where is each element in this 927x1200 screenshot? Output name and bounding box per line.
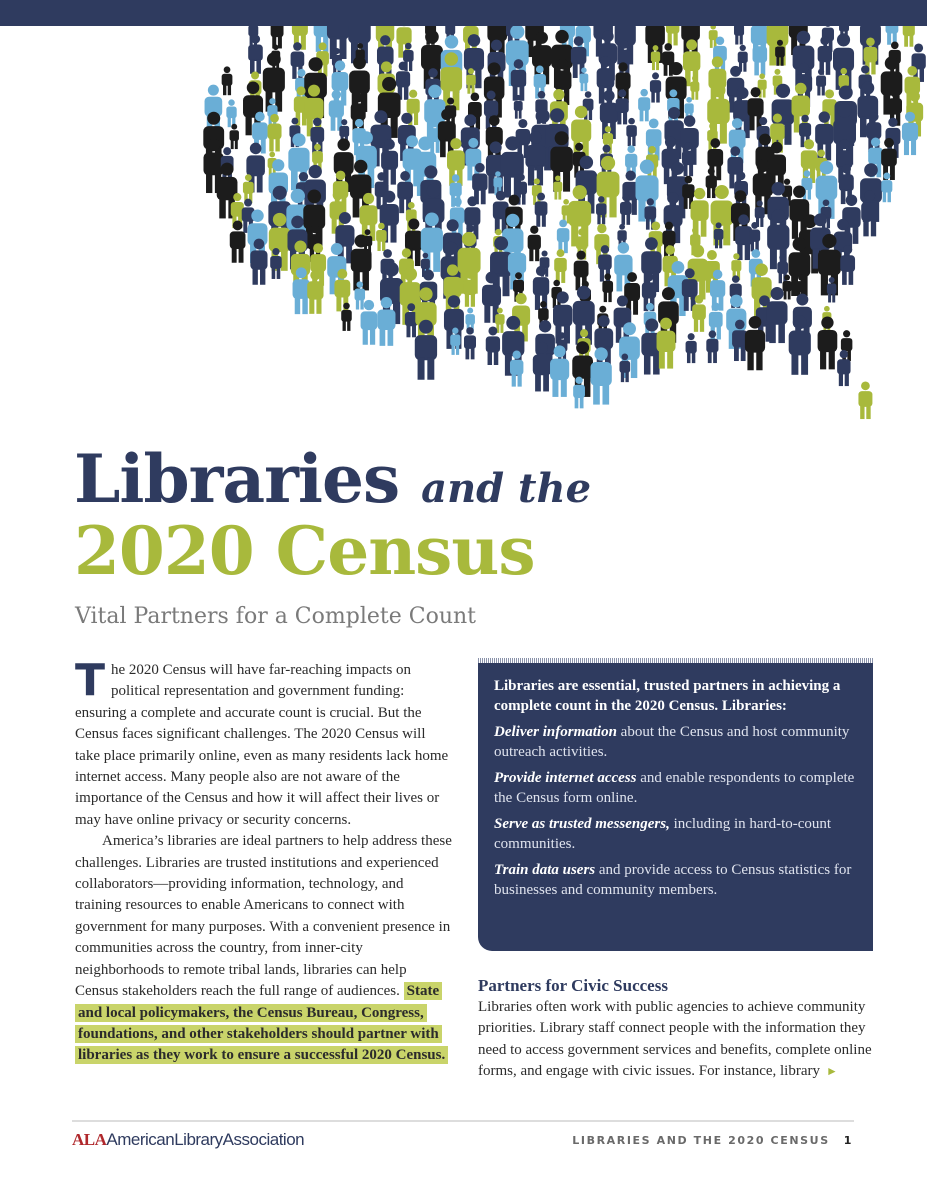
partners-heading: Partners for Civic Success [478, 976, 668, 995]
title-and-the: and the [421, 465, 592, 512]
continue-arrow-icon: ► [826, 1064, 838, 1079]
person-icon [818, 316, 838, 369]
callout-item-text: including in hard-to-count communities. [494, 816, 832, 852]
person-icon [903, 26, 915, 47]
ala-logo-text: AmericanLibraryAssociation [106, 1130, 305, 1149]
callout-item-text: and provide access to Census statistics for businesses and community members. [494, 862, 852, 898]
callout-item-bold: Provide internet access [494, 770, 637, 786]
person-icon [638, 89, 650, 121]
callout-item-bold: Deliver information [494, 724, 617, 740]
person-icon [816, 69, 826, 96]
title-2020-census: 2020 Census [74, 512, 535, 590]
person-icon [205, 85, 223, 132]
callout-item [494, 814, 859, 854]
right-column [478, 662, 873, 1083]
person-icon [571, 106, 591, 160]
footer-divider [72, 1120, 854, 1122]
top-banner [0, 0, 927, 26]
ala-logo-mark: ALA [72, 1130, 107, 1149]
ala-logo [72, 1130, 304, 1150]
person-icon [557, 219, 570, 253]
person-icon [341, 303, 352, 331]
person-icon [734, 172, 748, 209]
person-icon [554, 249, 567, 283]
person-icon [709, 26, 718, 48]
callout-box [478, 662, 873, 951]
body-column [75, 655, 453, 1067]
person-icon [528, 226, 541, 262]
subtitle: Vital Partners for a Complete Count [75, 604, 476, 629]
person-icon [666, 26, 679, 45]
person-icon [729, 118, 746, 163]
callout-item [494, 722, 859, 762]
title-libraries: Libraries [74, 440, 400, 518]
paragraph-2 [75, 831, 453, 1066]
person-icon [626, 118, 637, 146]
person-icon [858, 381, 872, 419]
person-icon [464, 327, 476, 359]
partners-section [478, 975, 873, 1083]
callout-item [494, 768, 859, 808]
person-icon [327, 26, 349, 59]
page-title [74, 440, 592, 522]
people-map-illustration [0, 26, 927, 446]
person-icon [230, 221, 246, 263]
callout-lead: Libraries are essential, trusted partners in achieving a complete count in the 2020 Census. Libraries: [494, 678, 841, 714]
page-number: 1 [843, 1134, 853, 1147]
callout-item-text: and enable respondents to complete the Census form online. [494, 770, 855, 806]
callout-item-bold: Serve as trusted messengers, [494, 816, 670, 832]
person-icon [646, 119, 662, 161]
paragraph-1-text: he 2020 Census will have far-reaching impacts on political representation and government funding: ensuring a complete and accurate count is crucial. But the Census faces significant challenges. The 2020 Census will take place primarily online, even as many residents lack home internet access. Many people also are not aware of the importance of the Census and how it will affect their lives or may have online privacy or security concerns. [75, 662, 449, 828]
person-icon [734, 26, 744, 45]
person-icon [226, 99, 236, 127]
highlighted-call-to-action: State and local policymakers, the Census Bureau, Congress, foundations, and other stakeholders should partner with libraries as they work to ensure a successful 2020 Census. [75, 982, 448, 1064]
callout-item [494, 860, 859, 900]
person-icon [686, 333, 697, 363]
callout-item-bold: Train data users [494, 862, 596, 878]
person-icon [222, 66, 233, 95]
person-icon [230, 124, 239, 149]
person-icon [535, 193, 548, 227]
callout-item-text: about the Census and host community outreach activities. [494, 724, 850, 760]
person-icon [650, 72, 661, 102]
running-title: LIBRARIES AND THE 2020 CENSUS [572, 1134, 830, 1147]
person-icon [911, 43, 925, 81]
running-footer [572, 1134, 853, 1148]
partners-text-body: Libraries often work with public agencies to achieve community priorities. Library staff connect people with the information they need to access government services and benefits, complete online forms, and engage with civic issues. For instance, library [478, 999, 872, 1080]
person-icon [377, 297, 395, 346]
paragraph-2-text: America’s libraries are ideal partners to help address these challenges. Libraries are trusted institutions and experienced collaborators—providing information, technology, and training resources to enable Americans to connect with government for many purposes. With a convenient presence in communities across the country, from inner-city neighborhoods to remote tribal lands, libraries can help Census stakeholders reach the full range of audiences. [75, 833, 452, 1000]
drop-cap: T [75, 655, 106, 706]
partners-text [478, 997, 873, 1083]
paragraph-1 [75, 655, 453, 831]
